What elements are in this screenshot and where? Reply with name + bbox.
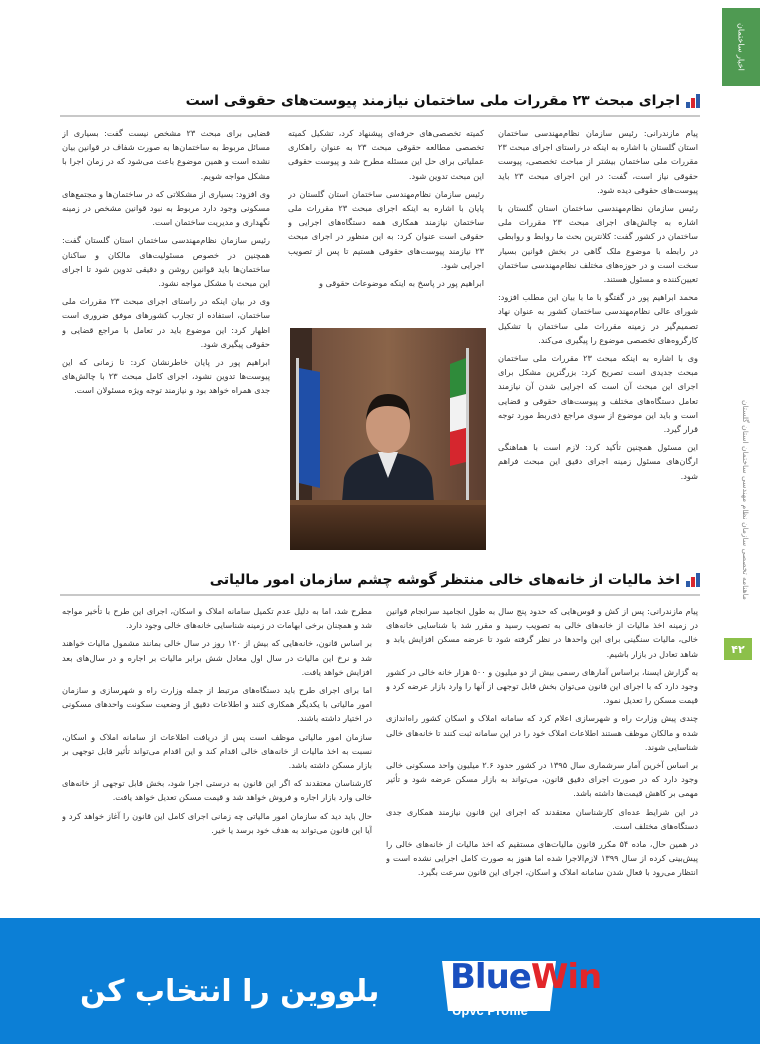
section-tab — [722, 8, 760, 86]
paragraph: رئیس سازمان نظام‌مهندسی ساختمان استان گلستان با اشاره به چالش‌های اجرای مبحث ۲۳ مقررات ملی ساختمان در کشور گفت: کلانترین بحث ما روابط و روابطی در رابطه با موضوع ملک گاهی در بخش قوانین بسیار سخت است و در حوزه‌های مختلف نظام‌مهندسی ساختمان تعیین‌کننده و مسئول هستند. — [498, 203, 698, 285]
logo-win-text: Win — [530, 957, 602, 997]
paragraph: کارشناسان معتقدند که اگر این قانون به درستی اجرا شود، بخش قابل توجهی از خانه‌های خالی وارد بازار اجاره و فروش خواهد شد و قیمت مسکن تعدیل خواهد یافت. — [62, 778, 372, 803]
bars-icon — [686, 94, 700, 108]
paragraph: به گزارش ایسنا، براساس آمارهای رسمی بیش از دو میلیون و ۵۰۰ هزار خانه خالی در کشور وجود دارد که با اجرای این قانون می‌توان بخش قابل توجهی از آنها را وارد بازار عرضه کرد و قیمت مسکن را تعدیل نمود. — [386, 666, 698, 706]
paragraph: بر اساس قانون، خانه‌هایی که بیش از ۱۲۰ روز در سال خالی بمانند مشمول مالیات خواهند شد و نرخ این مالیات در سال اول معادل شش برابر مالیات بر اجاره و در سال‌های بعد افزایش خواهد یافت. — [62, 638, 372, 677]
paragraph: این مسئول همچنین تأکید کرد: لازم است با هماهنگی ارگان‌های مسئول زمینه اجرای دقیق این مبحث فراهم شود. — [498, 442, 698, 481]
paragraph: ابراهیم پور در پاسخ به اینکه موضوعات حقوقی و — [319, 278, 484, 289]
paragraph: وی در بیان اینکه در راستای اجرای مبحث ۲۳ مقررات ملی ساختمان، استفاده از تجارب کشورهای موفق ضروری است اظهار کرد: این موضوع باید در تعامل با مراجع قضایی و حقوقی پیگیری شود. — [62, 296, 270, 349]
logo-blue-text: Blue — [450, 957, 531, 997]
divider — [60, 115, 700, 117]
paragraph: وی با اشاره به اینکه مبحث ۲۳ مقررات ملی ساختمان مبحث جدیدی است تصریح کرد: بزرگترین مشکل برای اجرای این مبحث آن است که اجرایی شدن آن نیازمند تعامل دستگاه‌های مختلف و پیوست‌های حقوقی و قضایی است و باید این موضوع از سوی مراجع ذی‌ربط مورد توجه قرار گیرد. — [498, 353, 698, 435]
paragraph: اما برای اجرای طرح باید دستگاه‌های مرتبط از جمله وزارت راه و شهرسازی و سازمان امور مالیاتی با یکدیگر همکاری کنند و اطلاعات دقیق از وضعیت سکونت واحدهای مسکونی در اختیار داشته باشند. — [62, 685, 372, 724]
paragraph: قضایی برای مبحث ۲۳ مشخص نیست گفت: بسیاری از مسائل مربوط به ساختمان‌ها به صورت شفاف در قوانین بیان نشده است و همین موضوع باعث می‌شود که در زمان اجرا با مشکل مواجه شویم. — [62, 128, 270, 181]
article1-column-left — [62, 126, 270, 556]
ad-slogan: بلووین را انتخاب کن — [80, 974, 380, 1009]
ad-subtitle: Upvc Profile — [452, 1003, 528, 1018]
article2-column-left — [62, 604, 372, 916]
article1-column-mid — [288, 126, 484, 322]
paragraph: پیام مازندرانی: پس از کش و قوس‌هایی که حدود پنج سال به طول انجامید سرانجام قوانین در زمینه اخذ مالیات از خانه‌های خالی به تصویب رسید و مقرر شد با شناسایی خانه‌های خالی، مالیات سنگینی برای این واحدها در نظر گرفته شود تا عرضه مسکن افزایش یابد و شاهد تعادل در بازار باشیم. — [386, 606, 698, 659]
article1-title: اجرای مبحث ۲۳ مقررات ملی ساختمان نیازمند پیوست‌های حقوقی است — [185, 93, 680, 109]
portrait-image — [290, 328, 486, 550]
paragraph: در همین حال، ماده ۵۴ مکرر قانون مالیات‌های مستقیم که اخذ مالیات از خانه‌های خالی را پیش‌بینی کرده از سال ۱۳۹۹ لازم‌الاجرا شده اما هنوز به صورت کامل اجرایی نشده است و انتظار می‌رود با فعال شدن سامانه املاک و اسکان، اجرای این قانون سرعت بگیرد. — [386, 839, 698, 878]
paragraph: رئیس سازمان نظام‌مهندسی ساختمان استان گلستان گفت: همچنین در خصوص مسئولیت‌های مالکان و ساکنان ساختمان‌ها باید قوانین روشن و دقیقی تدوین شود تا اجرای این مبحث با مشکل مواجه نشود. — [62, 235, 270, 289]
article2-column-right — [386, 604, 698, 916]
side-strip: ماهنامه تخصصی سازمان نظام مهندسی ساختمان استان گلستان — [741, 400, 750, 600]
article1-headline — [186, 93, 700, 109]
article2-title: اخذ مالیات از خانه‌های خالی منتظر گوشه چشم سازمان امور مالیاتی — [209, 572, 680, 588]
paragraph: در این شرایط عده‌ای کارشناسان معتقدند که اجرای این قانون نیازمند همکاری جدی دستگاه‌های مختلف است. — [386, 806, 698, 831]
paragraph: حال باید دید که سازمان امور مالیاتی چه زمانی اجرای کامل این قانون را آغاز خواهد کرد و آیا این قانون می‌تواند به هدف خود برسد یا خیر. — [62, 810, 372, 835]
paragraph: چندی پیش وزارت راه و شهرسازی اعلام کرد که سامانه املاک و اسکان کشور راه‌اندازی شده و مالکان موظف هستند اطلاعات املاک خود را در این سامانه ثبت کنند تا خانه‌های خالی شناسایی شوند. — [386, 713, 698, 752]
paragraph: رئیس سازمان نظام‌مهندسی ساختمان استان گلستان در پایان با اشاره به اینکه اجرای مبحث ۲۳ مقررات ملی ساختمان نیازمند همکاری همه دستگاه‌های اجرایی و حقوقی است عنوان کرد: به این منظور در اجرای مبحث ۲۳ نیازمند پیوست‌های حقوقی هستیم تا پس از تصویب اجرایی شود. — [288, 188, 484, 270]
paragraph: ابراهیم پور در پایان خاطرنشان کرد: تا زمانی که این پیوست‌ها تدوین نشود، اجرای کامل مبحث ۲۳ با چالش‌های جدی همراه خواهد بود و نیازمند توجه ویژه مسئولان است. — [62, 357, 270, 396]
paragraph: سازمان امور مالیاتی موظف است پس از دریافت اطلاعات از سامانه املاک و اسکان، نسبت به اخذ مالیات از خانه‌های خالی اقدام کند و این اقدام می‌تواند تأثیر قابل توجهی بر بازار مسکن داشته باشد. — [62, 731, 372, 771]
article1-column-right — [498, 126, 698, 571]
paragraph: بر اساس آخرین آمار سرشماری سال ۱۳۹۵ در کشور حدود ۲.۶ میلیون واحد مسکونی خالی وجود دارد که در صورت اجرای دقیق قانون، می‌تواند به بازار مسکن عرضه شود و تأثیر مهمی بر کاهش قیمت‌ها داشته باشد. — [386, 760, 698, 799]
paragraph: محمد ابراهیم پور در گفتگو با ما با بیان این مطلب افزود: شورای عالی نظام‌مهندسی ساختمان کشور به عنوان نهاد تصمیم‌گیر در زمینه مقررات ملی ساختمان با تشکیل کارگروه‌های تخصصی موضوع را پیگیری می‌کند. — [498, 292, 698, 345]
bars-icon — [686, 573, 700, 587]
section-tab-label: اخبار ساختمان — [736, 23, 746, 71]
paragraph: وی افزود: بسیاری از مشکلاتی که در ساختمان‌ها و مجتمع‌های مسکونی وجود دارد مربوط به نبود قوانین مشخص در زمینه نگهداری و مدیریت ساختمان است. — [62, 188, 270, 228]
page-number: ۴۲ — [724, 638, 752, 660]
article2-headline — [210, 572, 700, 588]
paragraph: کمیته تخصصی‌های حرفه‌ای پیشنهاد کرد، تشکیل کمیته تخصصی مطالعه حقوقی مبحث ۲۳ به عنوان راهکاری عملیاتی برای حل این مسئله مطرح شد و پیوست حقوقی این مبحث تدوین شود. — [288, 128, 484, 181]
paragraph: پیام مازندرانی: رئیس سازمان نظام‌مهندسی ساختمان استان گلستان با اشاره به اینکه در راستای اجرای مبحث ۲۳ مقررات ملی ساختمان بیشتر از مباحث تخصصی، پیوست حقوقی نیاز است، گفت: در این اجرای مبحث ۲۳ باید پیوست‌های حقوقی دیده شود. — [498, 128, 698, 195]
divider — [60, 594, 700, 596]
paragraph: مطرح شد، اما به دلیل عدم تکمیل سامانه املاک و اسکان، اجرای این طرح با تأخیر مواجه شد و همچنان برخی ابهامات در زمینه شناسایی خانه‌های خالی وجود دارد. — [62, 606, 372, 631]
article1-photo — [290, 328, 486, 550]
